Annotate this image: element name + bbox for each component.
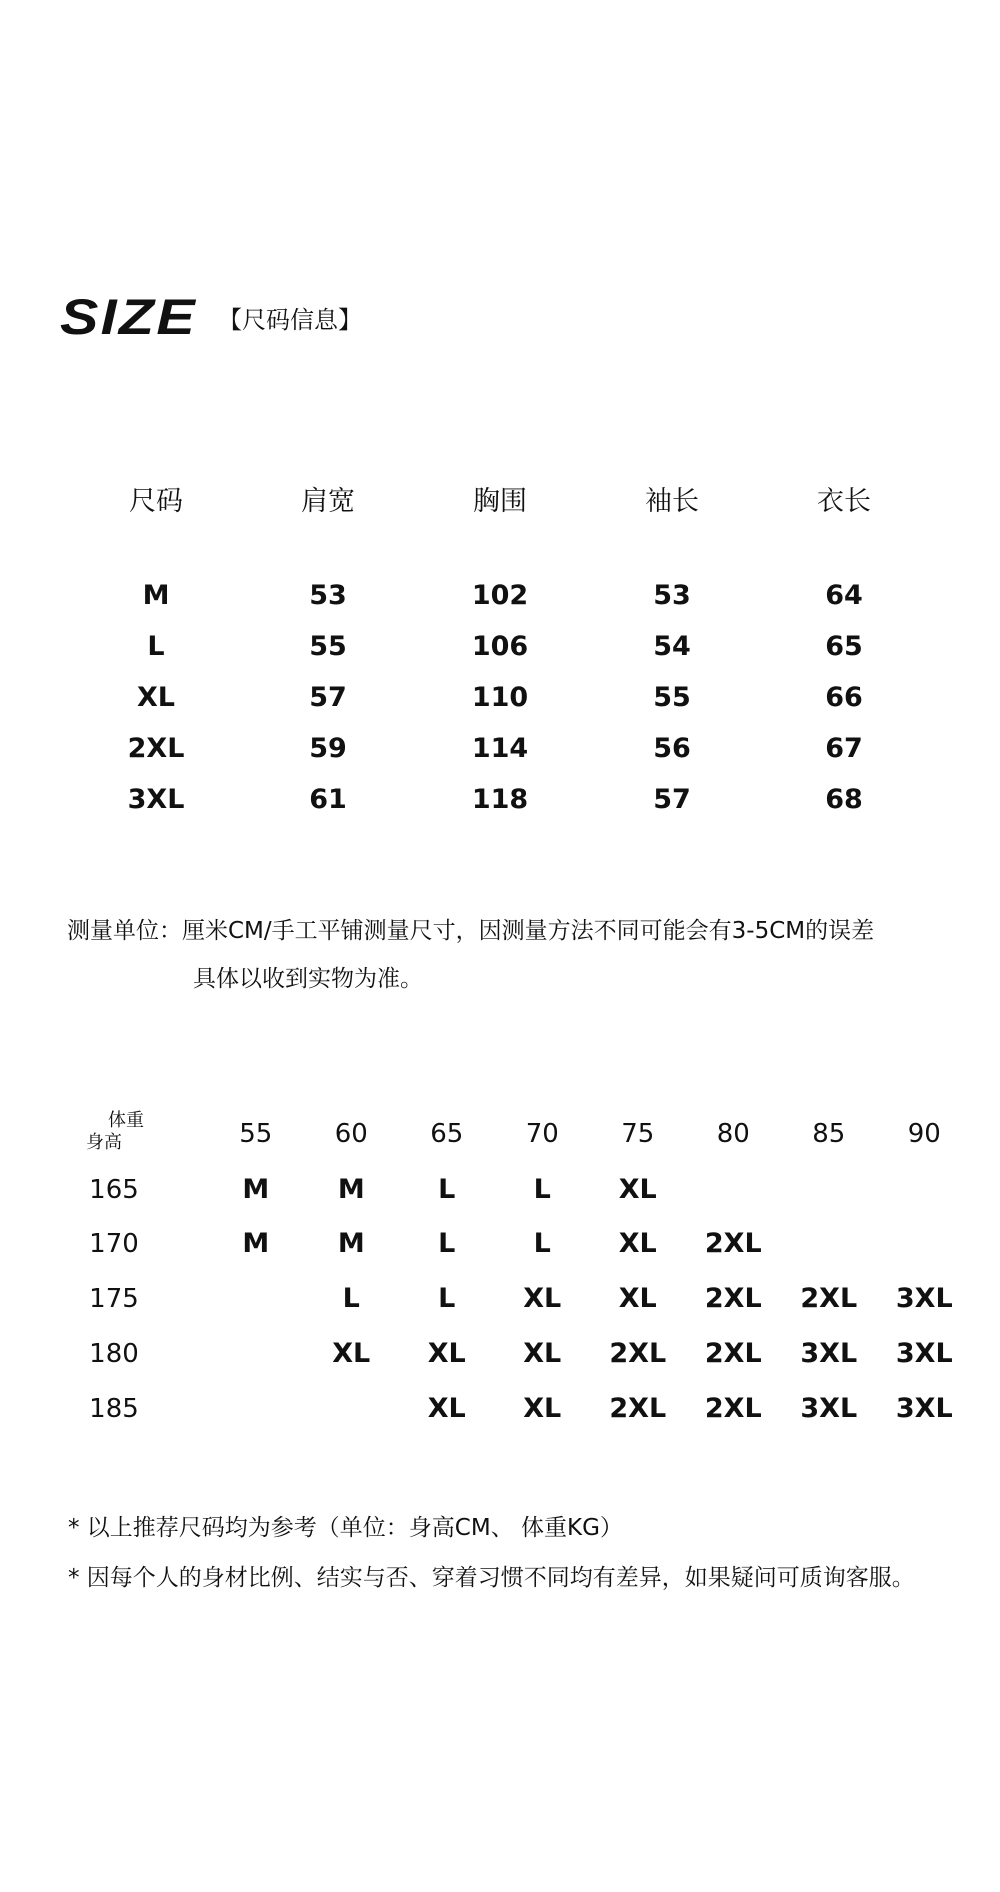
weight-header: 75: [621, 1119, 655, 1149]
height-label: 165: [89, 1175, 139, 1205]
table-cell: 3XL: [127, 784, 185, 815]
footnote-reference: * 以上推荐尺码均为参考（单位：身高CM、 体重KG）: [68, 1515, 623, 1541]
weight-header: 55: [239, 1119, 273, 1149]
size-cell: 3XL: [895, 1338, 953, 1369]
table-row: [76, 1389, 972, 1429]
weight-header: 85: [812, 1119, 846, 1149]
size-cell: [208, 1334, 304, 1374]
table-row: [70, 729, 990, 769]
size-cell: [208, 1389, 304, 1429]
size-cell: 2XL: [609, 1393, 667, 1424]
table-row: [70, 780, 990, 820]
size-cell: XL: [427, 1393, 466, 1424]
table-cell: 118: [471, 784, 529, 815]
size-cell: 3XL: [800, 1338, 858, 1369]
table-cell: XL: [136, 682, 176, 713]
size-cell: 3XL: [800, 1393, 858, 1424]
size-logo: SIZE: [60, 289, 198, 345]
size-cell: L: [342, 1283, 360, 1314]
table-cell: 56: [653, 733, 691, 764]
table-cell: 102: [471, 580, 529, 611]
table-row: [76, 1170, 972, 1210]
column-header: 袖长: [645, 486, 699, 517]
size-cell: XL: [523, 1338, 562, 1369]
size-cell: L: [438, 1283, 456, 1314]
table-row: [70, 678, 990, 718]
table-cell: 55: [653, 682, 691, 713]
size-recommendation-table: [76, 1106, 976, 1426]
size-cell: [877, 1170, 973, 1210]
size-cell: XL: [618, 1283, 657, 1314]
table-row: [70, 576, 990, 616]
size-cell: M: [337, 1228, 365, 1259]
table-cell: 67: [825, 733, 863, 764]
size-cell: [781, 1224, 877, 1264]
table-row: [76, 1279, 972, 1319]
section-subtitle: 【尺码信息】: [218, 306, 362, 334]
size-cell: M: [242, 1174, 270, 1205]
size-cell: 2XL: [609, 1338, 667, 1369]
table-cell: 53: [309, 580, 347, 611]
size-cell: [781, 1170, 877, 1210]
size-cell: L: [438, 1228, 456, 1259]
size-cell: 3XL: [895, 1393, 953, 1424]
size-cell: 2XL: [704, 1338, 762, 1369]
height-label: 175: [89, 1284, 139, 1314]
height-label: 170: [89, 1229, 139, 1259]
size-cell: 2XL: [704, 1283, 762, 1314]
weight-header: 65: [430, 1119, 464, 1149]
weight-header: 60: [334, 1119, 368, 1149]
table-cell: L: [147, 631, 165, 662]
height-label: 180: [89, 1339, 139, 1369]
size-cell: L: [533, 1228, 551, 1259]
weight-axis-label: 体重: [108, 1110, 144, 1131]
height-axis-label: 身高: [86, 1132, 122, 1153]
table-cell: 66: [825, 682, 863, 713]
table-cell: 64: [825, 580, 863, 611]
table-cell: 68: [825, 784, 863, 815]
table-row: [76, 1224, 972, 1264]
table-cell: 59: [309, 733, 347, 764]
weight-header: 70: [525, 1119, 559, 1149]
size-cell: [877, 1224, 973, 1264]
table-cell: 57: [309, 682, 347, 713]
size-cell: M: [337, 1174, 365, 1205]
table-cell: 53: [653, 580, 691, 611]
weight-header: 80: [716, 1119, 750, 1149]
table-cell: 55: [309, 631, 347, 662]
column-header: 胸围: [473, 486, 527, 517]
table-cell: 65: [825, 631, 863, 662]
table-cell: 110: [471, 682, 529, 713]
weight-header-row: [208, 1114, 972, 1154]
size-cell: XL: [332, 1338, 371, 1369]
measurement-note-continued: 具体以收到实物为准。: [193, 966, 423, 992]
size-cell: 2XL: [800, 1283, 858, 1314]
column-header: 尺码: [129, 486, 183, 517]
table-cell: 106: [471, 631, 529, 662]
table-row: [70, 627, 990, 667]
size-cell: [304, 1389, 400, 1429]
table-cell: 114: [471, 733, 529, 764]
size-cell: XL: [523, 1393, 562, 1424]
size-cell: XL: [523, 1283, 562, 1314]
size-cell: [208, 1279, 304, 1319]
size-cell: 2XL: [704, 1393, 762, 1424]
measurement-note: 测量单位：厘米CM/手工平铺测量尺寸，因测量方法不同可能会有3-5CM的误差: [67, 918, 875, 944]
corner-header: [76, 1106, 166, 1154]
size-cell: L: [533, 1174, 551, 1205]
column-header: 衣长: [817, 486, 871, 517]
size-cell: L: [438, 1174, 456, 1205]
column-header: 肩宽: [301, 486, 355, 517]
size-cell: 2XL: [704, 1228, 762, 1259]
size-cell: M: [242, 1228, 270, 1259]
table-cell: M: [142, 580, 170, 611]
table-cell: 57: [653, 784, 691, 815]
table-cell: 54: [653, 631, 691, 662]
footnote-variance: * 因每个人的身材比例、结实与否、穿着习惯不同均有差异，如果疑问可质询客服。: [68, 1565, 915, 1591]
size-cell: 3XL: [895, 1283, 953, 1314]
size-cell: XL: [618, 1228, 657, 1259]
size-cell: XL: [427, 1338, 466, 1369]
size-table-header: [70, 482, 990, 522]
size-cell: XL: [618, 1174, 657, 1205]
table-row: [76, 1334, 972, 1374]
table-cell: 61: [309, 784, 347, 815]
table-cell: 2XL: [127, 733, 185, 764]
height-label: 185: [89, 1394, 139, 1424]
size-cell: [686, 1170, 782, 1210]
weight-header: 90: [907, 1119, 941, 1149]
